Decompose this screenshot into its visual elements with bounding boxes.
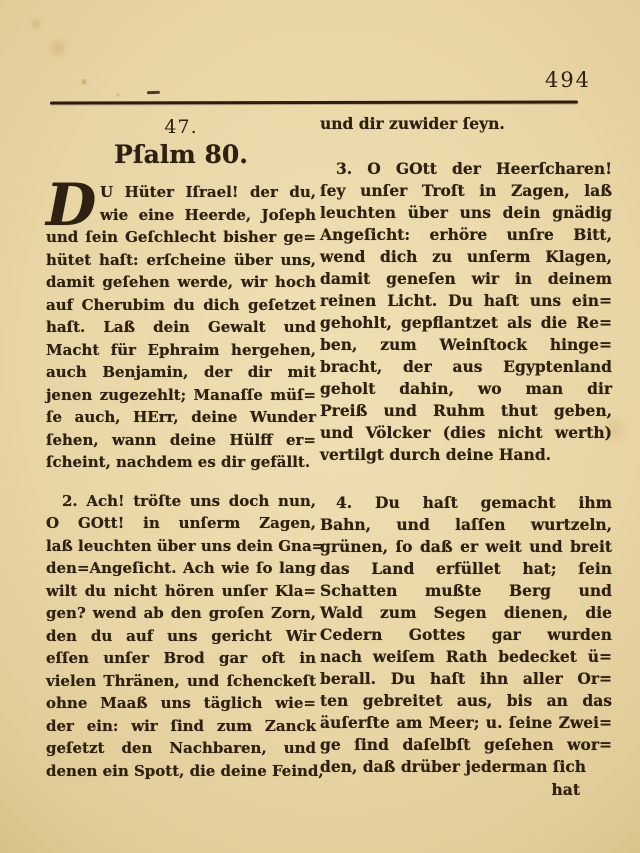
- text-line: leuchten über uns dein gnädig: [320, 203, 612, 222]
- text-line: vertilgt durch deine Hand.: [320, 445, 552, 464]
- text-line: und ſein Geſchlecht bisher ge=: [46, 228, 316, 246]
- text-line: 4. Du haſt gemacht ihm: [336, 493, 612, 512]
- right-column: [320, 110, 612, 802]
- text-line: Angeſicht: erhöre unſre Bitt,: [320, 225, 612, 244]
- text-line: bracht, der aus Egyptenland: [320, 357, 612, 376]
- text-line: vielen Thränen, und ſchenckeſt: [46, 671, 316, 690]
- text-line: reinen Licht. Du haſt uns ein=: [320, 291, 612, 310]
- text-line: Schatten mußte Berg und: [320, 581, 612, 600]
- text-line: den du auf uns gericht Wir: [46, 626, 316, 645]
- text-line: und Völcker (dies nicht werth): [320, 423, 612, 442]
- text-line: ſehen, wann deine Hülff er=: [46, 430, 316, 449]
- text-line: O GOtt! in unſerm Zagen,: [46, 514, 316, 532]
- text-line: laß leuchten über uns dein Gna=: [46, 536, 325, 555]
- text-line: ten gebreitet aus, bis an das: [320, 691, 612, 710]
- text-line: geſetzt den Nachbaren, und: [46, 739, 316, 757]
- text-line: wie eine Heerde, Joſeph: [100, 205, 316, 224]
- text-line: damit geneſen wir in deinem: [320, 269, 612, 288]
- text-line: der ein: wir ſind zum Zanck: [46, 716, 316, 735]
- drop-cap-initial: D: [46, 171, 97, 239]
- header-rule: [50, 100, 578, 104]
- text-line: äuſerſte am Meer; u. ſeine Zwei=: [320, 713, 612, 732]
- text-line: ge ſind daſelbſt geſehen wor=: [320, 735, 612, 754]
- text-line: Preiß und Ruhm thut geben,: [320, 401, 612, 420]
- verse-3: [320, 158, 612, 466]
- text-line: auch Benjamin, der dir mit: [46, 363, 316, 381]
- text-line: berall. Du haſt ihn aller Or=: [320, 669, 612, 688]
- text-line: wend dich zu unſerm Klagen,: [320, 247, 612, 266]
- text-line: denen ein Spott, die deine Feind,: [46, 761, 324, 780]
- text-line: nach weiſem Rath bedecket ü=: [320, 647, 612, 666]
- text-line: ben, zum Weinſtock hinge=: [320, 335, 612, 354]
- verse-3-lines: [320, 158, 612, 466]
- text-line: Cedern Gottes gar wurden: [320, 625, 612, 644]
- text-line: haſt. Laß dein Gewalt und: [46, 318, 316, 336]
- text-line: das Land erfüllet hat; ſein: [320, 559, 612, 578]
- text-line: hütet haſt: erſcheine über uns,: [46, 250, 316, 269]
- verse-2-lines: [46, 490, 325, 783]
- text-line: 3. O GOtt der Heerſcharen!: [336, 159, 612, 178]
- text-line: den=Angeſicht. Ach wie ſo lang: [46, 559, 316, 577]
- text-line: U Hüter Iſrael! der du,: [100, 183, 316, 201]
- text-line: gen? wend ab den groſen Zorn,: [46, 604, 316, 622]
- page-number: 494: [544, 68, 592, 92]
- verse-4: [320, 492, 612, 778]
- text-line: Wald zum Segen dienen, die: [320, 603, 612, 622]
- verse-2: [46, 490, 325, 783]
- verse-4-lines: [320, 492, 612, 778]
- text-line: geholt dahin, wo man dir: [320, 379, 612, 398]
- text-line: eſſen unſer Brod gar oft in: [46, 649, 316, 667]
- text-line: Macht für Ephraim hergehen,: [46, 340, 316, 359]
- text-line: jenen zugezehlt; Manaſſe müſ=: [46, 385, 316, 404]
- hymn-number: 47.: [164, 116, 198, 138]
- text-line: den, daß drüber jederman ſich: [320, 757, 587, 776]
- text-line: wilt du nicht hören unſer Kla=: [46, 581, 316, 600]
- text-line: 2. Ach! tröſte uns doch nun,: [62, 491, 316, 510]
- text-line: grünen, ſo daß er weit und breit: [320, 537, 612, 556]
- text-line: auf Cherubim du dich geſetzet: [46, 295, 316, 314]
- text-line: Bahn, und laſſen wurtzeln,: [320, 515, 612, 534]
- left-column: [46, 110, 325, 782]
- text-line: ohne Maaß uns täglich wie=: [46, 694, 316, 712]
- ink-dash-mark: [147, 91, 160, 94]
- text-line: gehohlt, gepflantzet als die Re=: [320, 313, 612, 332]
- text-line: damit geſehen werde, wir hoch: [46, 273, 316, 291]
- psalm-title: Pſalm 80.: [114, 140, 248, 169]
- catchword: hat: [551, 780, 580, 799]
- verse-1: [46, 171, 316, 474]
- text-line: ſey unſer Troſt in Zagen, laß: [320, 181, 612, 200]
- text-line: ſe auch, HErr, deine Wunder: [46, 408, 316, 426]
- carryover-line: und dir zuwider ſeyn.: [320, 114, 505, 133]
- text-line: ſcheint, nachdem es dir gefällt.: [46, 453, 311, 471]
